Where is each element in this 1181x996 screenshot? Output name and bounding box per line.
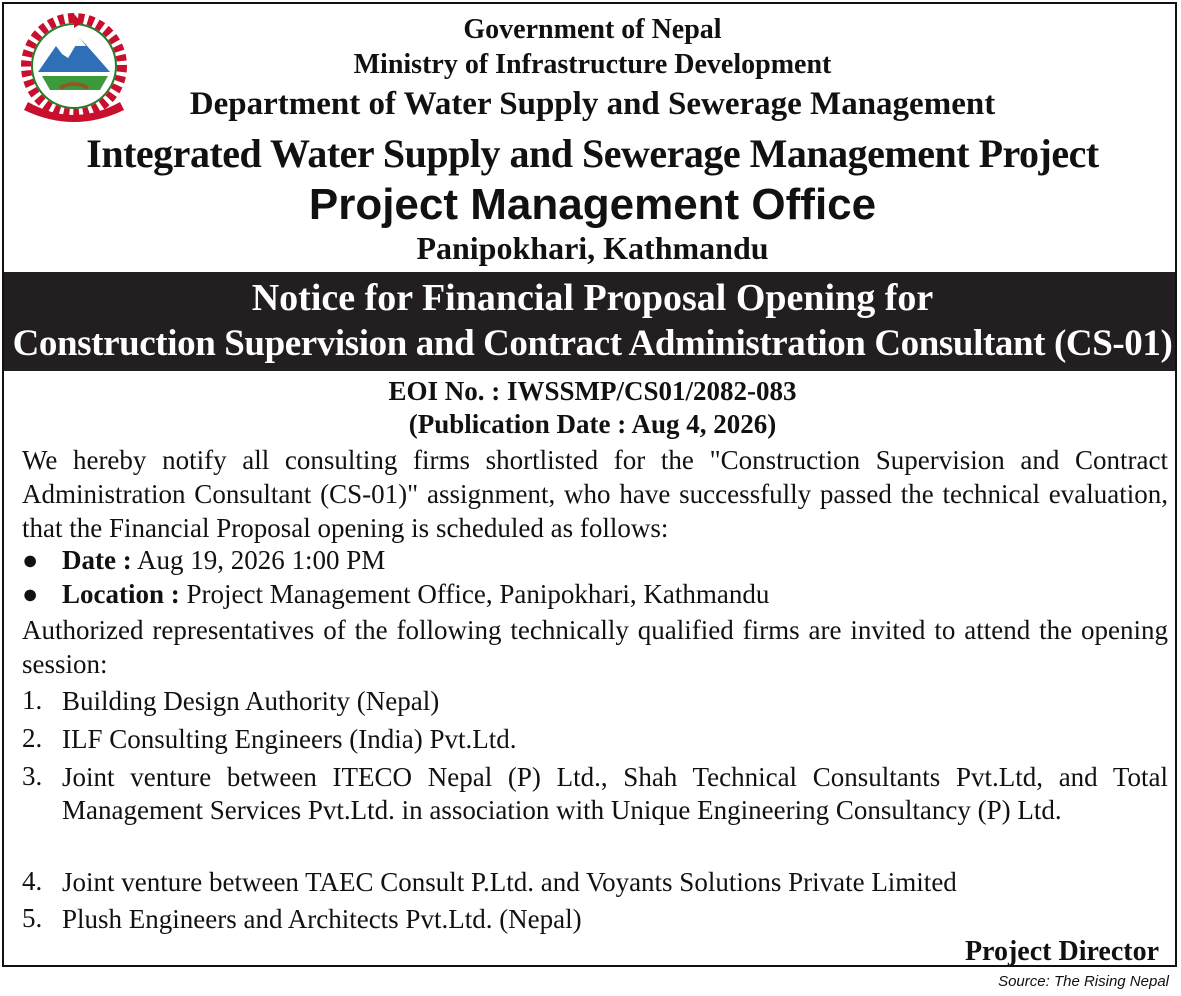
- notice-title-banner: [4, 272, 1177, 371]
- firm-number: 4.: [22, 866, 43, 896]
- firm-number: 1.: [22, 685, 43, 715]
- firm-list-item: [22, 903, 1168, 936]
- firm-name: Building Design Authority (Nepal): [62, 686, 440, 716]
- firm-list-item: [22, 761, 1168, 827]
- firm-number: 3.: [22, 761, 43, 791]
- eoi-number: EOI No. : IWSSMP/CS01/2082-083: [388, 376, 797, 406]
- firm-list-item: [22, 866, 1168, 899]
- notice-title-line-2: Construction Supervision and Contract Administration Consultant (CS-01): [12, 323, 1173, 364]
- schedule-location-label: Location :: [62, 579, 180, 609]
- source-credit: Source: The Rising Nepal: [998, 973, 1169, 990]
- notice-title-line-1: Notice for Financial Proposal Opening for: [251, 277, 934, 319]
- firm-name: Joint venture between ITECO Nepal (P) Ltd., Shah Technical Consultants Pvt.Ltd, and Total Management Services Pvt.Ltd. in association with Unique Engineering Consultancy (P) Ltd.: [62, 762, 1168, 825]
- publication-date: (Publication Date : Aug 4, 2026): [408, 409, 777, 439]
- project-heading: Integrated Water Supply and Sewerage Management Project: [86, 131, 1099, 176]
- signatory: Project Director: [964, 936, 1159, 967]
- firm-name: Joint venture between TAEC Consult P.Ltd. and Voyants Solutions Private Limited: [62, 867, 957, 897]
- intro-paragraph: We hereby notify all consulting firms shortlisted for the "Construction Supervision and Contract Administration Consultant (CS-01)" assignment, who have successfully passed the technical evaluation, that the Financial Proposal opening is scheduled as follows:: [22, 445, 1168, 543]
- bullet-icon: ●: [22, 545, 39, 575]
- schedule-date: [22, 545, 385, 576]
- schedule-date-label: Date :: [62, 545, 132, 575]
- department-heading: Department of Water Supply and Sewerage Management: [189, 86, 996, 122]
- firm-number: 5.: [22, 903, 43, 933]
- firm-name: Plush Engineers and Architects Pvt.Ltd. (Nepal): [62, 904, 582, 934]
- office-heading: Project Management Office: [308, 180, 877, 229]
- schedule-date-value: Aug 19, 2026 1:00 PM: [131, 545, 386, 575]
- firm-list-item: [22, 685, 1168, 718]
- firm-number: 2.: [22, 723, 43, 753]
- government-heading: Government of Nepal: [463, 14, 722, 45]
- notice-frame: [2, 2, 1177, 967]
- bullet-icon: ●: [22, 579, 39, 609]
- firm-name: ILF Consulting Engineers (India) Pvt.Ltd.: [62, 724, 517, 754]
- schedule-location-value: Project Management Office, Panipokhari, Kathmandu: [179, 579, 770, 609]
- firm-list-item: [22, 723, 1168, 756]
- ministry-heading: Ministry of Infrastructure Development: [353, 49, 832, 80]
- schedule-location: [22, 579, 769, 610]
- location-heading: Panipokhari, Kathmandu: [416, 230, 769, 266]
- invite-paragraph: Authorized representatives of the following technically qualified firms are invited to attend the opening session:: [22, 615, 1168, 679]
